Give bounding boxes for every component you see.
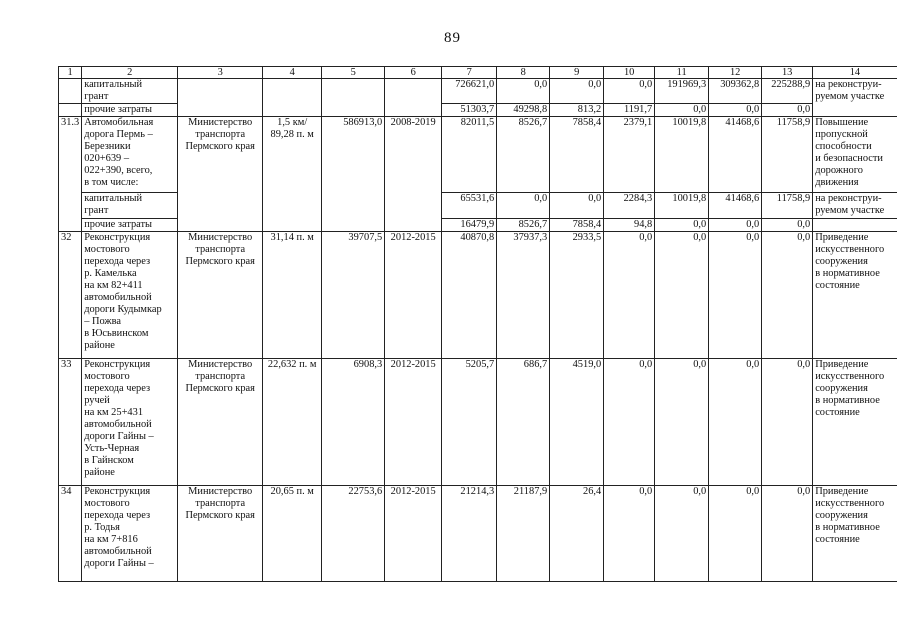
object-name: Реконструкция мостового перехода через р. Камелька на км 82+411 автомобильной дороги Кудымкар – Пожва в Юсьвинском районе: [84, 232, 162, 351]
cell-value: 0,0: [655, 104, 709, 117]
capacity: 1,5 км/ 89,28 п. м: [270, 117, 314, 140]
cell-value: 40870,8: [442, 232, 497, 359]
goal-text: на реконструи- руемом участке: [815, 193, 885, 216]
cell-value: 726621,0: [442, 79, 497, 104]
col-header: 6: [385, 67, 442, 79]
organization: Министерство транспорта Пермского края: [185, 232, 255, 267]
cell-value: 2379,1: [604, 117, 655, 193]
cell-value: 0,0: [762, 359, 813, 486]
cell-value: 225288,9: [762, 79, 813, 104]
cell-value: 0,0: [655, 486, 709, 582]
organization: Министерство транспорта Пермского края: [185, 359, 255, 394]
cell-value: 0,0: [655, 219, 709, 232]
table-row: [59, 486, 897, 582]
cell-value: 11758,9: [762, 117, 813, 193]
cell-value: 813,2: [550, 104, 604, 117]
cell-value: 191969,3: [655, 79, 709, 104]
total-cost: 586913,0: [322, 117, 385, 232]
col-header: 14: [813, 67, 897, 79]
cell-value: 7858,4: [550, 219, 604, 232]
cell-value: 41468,6: [709, 193, 762, 219]
table-row: [59, 232, 897, 359]
col-header: 3: [178, 67, 263, 79]
table-row: [59, 117, 897, 193]
col-header: 7: [442, 67, 497, 79]
cell-value: 0,0: [762, 219, 813, 232]
capacity: 20,65 п. м: [263, 486, 322, 582]
cell-value: 26,4: [550, 486, 604, 582]
period: 2012-2015: [385, 359, 442, 486]
col-header: 5: [322, 67, 385, 79]
cell-value: 0,0: [550, 79, 604, 104]
cell-value: 0,0: [604, 79, 655, 104]
cell-value: 0,0: [604, 232, 655, 359]
total-cost: 39707,5: [322, 232, 385, 359]
row-label: прочие затраты: [82, 104, 178, 117]
cell-value: 21214,3: [442, 486, 497, 582]
cell-value: 10019,8: [655, 193, 709, 219]
cell-value: 686,7: [497, 359, 550, 486]
col-header: 12: [709, 67, 762, 79]
cell-value: 11758,9: [762, 193, 813, 219]
cell-value: 21187,9: [497, 486, 550, 582]
cell-value: 37937,3: [497, 232, 550, 359]
investment-table: [58, 66, 897, 582]
total-cost: 22753,6: [322, 486, 385, 582]
goal-text: Приведение искусственного сооружения в нормативное состояние: [815, 486, 885, 545]
total-cost: 6908,3: [322, 359, 385, 486]
page-number: 89: [444, 30, 461, 46]
cell-value: 1191,7: [604, 104, 655, 117]
goal-text: Приведение искусственного сооружения в нормативное состояние: [815, 232, 885, 291]
cell-value: 0,0: [762, 232, 813, 359]
table-row: [59, 79, 897, 104]
row-number: 33: [59, 359, 82, 486]
row-number: 31.3: [59, 117, 82, 232]
row-label: капитальный грант: [84, 193, 143, 216]
cell-value: 7858,4: [550, 117, 604, 193]
cell-value: 0,0: [497, 79, 550, 104]
period: 2008-2019: [385, 117, 442, 232]
cell-value: 2284,3: [604, 193, 655, 219]
cell-value: 4519,0: [550, 359, 604, 486]
object-name: Автомобильная дорога Пермь – Березники 020+639 – 022+390, всего, в том числе:: [84, 117, 154, 188]
cell-value: 94,8: [604, 219, 655, 232]
col-header: 10: [604, 67, 655, 79]
row-label: прочие затраты: [82, 219, 178, 232]
object-name: Реконструкция мостового перехода через ручей на км 25+431 автомобильной дороги Гайны – Усть-Черная в Гайнском районе: [84, 359, 154, 478]
cell-value: 0,0: [550, 193, 604, 219]
period: 2012-2015: [385, 232, 442, 359]
cell-value: 0,0: [709, 219, 762, 232]
cell-value: 8526,7: [497, 117, 550, 193]
col-header: 2: [82, 67, 178, 79]
organization: Министерство транспорта Пермского края: [185, 117, 255, 152]
cell-value: 65531,6: [442, 193, 497, 219]
period: 2012-2015: [385, 486, 442, 582]
organization: Министерство транспорта Пермского края: [185, 486, 255, 521]
cell-value: 10019,8: [655, 117, 709, 193]
cell-value: 0,0: [762, 486, 813, 582]
object-name: Реконструкция мостового перехода через р. Тодья на км 7+816 автомобильной дороги Гайны –: [84, 486, 154, 569]
cell-value: 82011,5: [442, 117, 497, 193]
col-header: 4: [263, 67, 322, 79]
goal-text: Повышение пропускной способности и безопасности дорожного движения: [815, 117, 883, 188]
cell-value: 0,0: [762, 104, 813, 117]
cell-value: 0,0: [709, 486, 762, 582]
row-label: капитальный грант: [84, 79, 143, 102]
goal-text: на реконструи- руемом участке: [815, 79, 885, 102]
cell-value: 0,0: [655, 232, 709, 359]
cell-value: 0,0: [604, 359, 655, 486]
row-number: 34: [59, 486, 82, 582]
cell-value: 0,0: [497, 193, 550, 219]
cell-value: 2933,5: [550, 232, 604, 359]
capacity: 22,632 п. м: [263, 359, 322, 486]
goal-text: Приведение искусственного сооружения в нормативное состояние: [815, 359, 885, 418]
col-header: 9: [550, 67, 604, 79]
col-header: 13: [762, 67, 813, 79]
cell-value: 8526,7: [497, 219, 550, 232]
cell-value: 16479,9: [442, 219, 497, 232]
cell-value: 309362,8: [709, 79, 762, 104]
column-number-header: [59, 67, 897, 79]
cell-value: 51303,7: [442, 104, 497, 117]
cell-value: 0,0: [709, 359, 762, 486]
col-header: 8: [497, 67, 550, 79]
cell-value: 0,0: [709, 104, 762, 117]
capacity: 31,14 п. м: [263, 232, 322, 359]
col-header: 1: [59, 67, 82, 79]
row-number: 32: [59, 232, 82, 359]
table-row: [59, 359, 897, 486]
cell-value: 0,0: [655, 359, 709, 486]
cell-value: 0,0: [604, 486, 655, 582]
cell-value: 41468,6: [709, 117, 762, 193]
cell-value: 49298,8: [497, 104, 550, 117]
col-header: 11: [655, 67, 709, 79]
cell-value: 5205,7: [442, 359, 497, 486]
cell-value: 0,0: [709, 232, 762, 359]
